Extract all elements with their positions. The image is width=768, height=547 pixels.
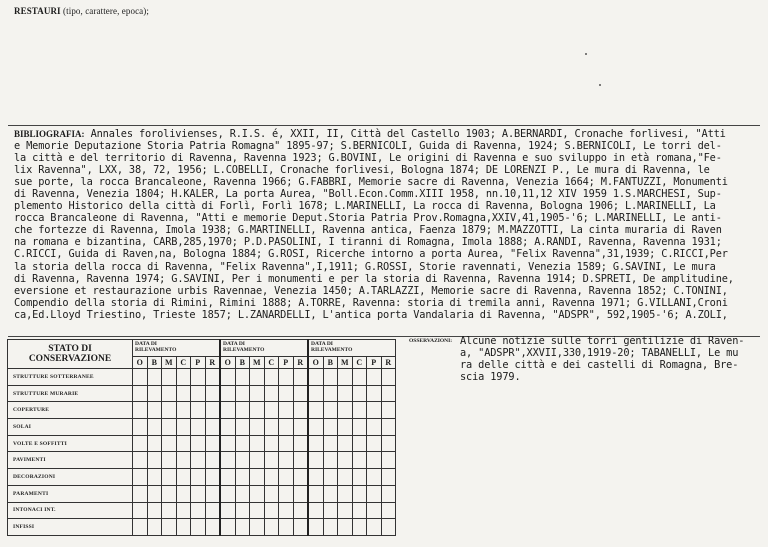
rating-cell[interactable] [352, 469, 367, 486]
rating-cell[interactable] [323, 402, 338, 419]
section-divider [8, 125, 760, 126]
rating-cell[interactable] [323, 485, 338, 502]
rating-cell[interactable] [133, 435, 148, 452]
rating-cell[interactable] [338, 485, 353, 502]
rating-cell[interactable] [220, 402, 235, 419]
rating-cell[interactable] [338, 419, 353, 436]
rating-cell[interactable] [205, 369, 220, 386]
table-row [8, 469, 396, 486]
rating-cell[interactable] [381, 502, 396, 519]
rating-cell[interactable] [205, 452, 220, 469]
rating-cell[interactable] [381, 402, 396, 419]
rating-cell[interactable] [381, 519, 396, 536]
column-header-c: C [176, 357, 191, 369]
table-row [8, 385, 396, 402]
bibliography-line: na romana e bizantina, CARB,285,1970; P.D.PASOLINI, I tiranni di Romagna, Imola 1888; A.RANDI, Ravenna, Ravenna 1931; [14, 236, 722, 249]
rating-cell[interactable] [162, 435, 177, 452]
rating-cell[interactable] [147, 469, 162, 486]
bibliography-line: lix Ravenna", LXX, 38, 72, 1956; L.COBELLI, Cronache forlivesi, Bologna 1874; DE LORENZI P., Le mura di Ravenna, le [14, 164, 710, 177]
rating-cell[interactable] [367, 419, 382, 436]
rating-cell[interactable] [191, 452, 206, 469]
rating-cell[interactable] [323, 369, 338, 386]
rating-cell[interactable] [279, 402, 294, 419]
rating-cell[interactable] [250, 369, 265, 386]
rating-cell[interactable] [367, 519, 382, 536]
table-row [8, 419, 396, 436]
rating-cell[interactable] [250, 519, 265, 536]
rating-cell[interactable] [264, 435, 279, 452]
column-header-p: P [279, 357, 294, 369]
rating-cell[interactable] [308, 469, 323, 486]
rating-cell[interactable] [308, 502, 323, 519]
row-label: INTONACI INT. [8, 502, 133, 519]
rating-cell[interactable] [338, 519, 353, 536]
rating-cell[interactable] [264, 402, 279, 419]
rating-cell[interactable] [279, 435, 294, 452]
rating-cell[interactable] [338, 435, 353, 452]
rating-cell[interactable] [220, 519, 235, 536]
rating-cell[interactable] [133, 519, 148, 536]
date-header: DATA DI RILEVAMENTO [133, 340, 221, 357]
rating-cell[interactable] [338, 369, 353, 386]
rating-cell[interactable] [338, 385, 353, 402]
rating-cell[interactable] [293, 435, 308, 452]
rating-cell[interactable] [250, 452, 265, 469]
rating-cell[interactable] [279, 419, 294, 436]
rating-cell[interactable] [191, 369, 206, 386]
rating-cell[interactable] [279, 469, 294, 486]
rating-cell[interactable] [235, 385, 250, 402]
rating-cell[interactable] [235, 435, 250, 452]
rating-cell[interactable] [176, 385, 191, 402]
bibliography-line: rocca Brancaleone di Ravenna, "Atti e memorie Deput.Storia Patria Prov.Romagna,XXIV,41,1905-'6; L.MARINELLI, Le anti- [14, 212, 722, 225]
column-header-r: R [381, 357, 396, 369]
rating-cell[interactable] [293, 402, 308, 419]
rating-cell[interactable] [147, 502, 162, 519]
rating-cell[interactable] [308, 419, 323, 436]
conservation-body [8, 369, 396, 536]
bibliography-line: la storia della rocca di Ravenna, "Felix Ravenna",I,1911; G.ROSSI, Storie ravennati, Venezia 1589; G.SAVINI, Le mura [14, 260, 716, 273]
rating-cell[interactable] [147, 419, 162, 436]
row-label: SOLAI [8, 419, 133, 436]
rating-cell[interactable] [162, 452, 177, 469]
rating-cell[interactable] [147, 369, 162, 386]
bibliography-line: ca,Ed.Lloyd Triestino, Trieste 1857; L.ZANARDELLI, L'antica porta Vandalaria di Ravenna, "ADSPR", 592,1905-'6; A.ZOLI, [14, 308, 728, 321]
osservazioni-text: Alcune notizie sulle torri gentilizie di Raven- a, "ADSPR",XXVII,330,1919-20; TABANELLI, Le mu ra delle città e dei castelli di Romagna, Bre- scia 1979. [460, 335, 745, 384]
rating-cell[interactable] [235, 485, 250, 502]
rating-cell[interactable] [323, 419, 338, 436]
bibliography-line: plemento Historico della città di Forlì, Forlì 1678; L.MARINELLI, La rocca di Ravenna, Bologna 1906; L.MARINELLI, La [14, 200, 716, 213]
rating-cell[interactable] [367, 485, 382, 502]
rating-cell[interactable] [205, 469, 220, 486]
rating-cell[interactable] [352, 419, 367, 436]
rating-cell[interactable] [191, 402, 206, 419]
rating-cell[interactable] [308, 485, 323, 502]
bibliography-line: di Ravenna, Ravenna 1974; G.SAVINI, Per i monumenti e per la storia di Ravenna, Ravenna 1914; D.SPRETI, De amplitudine, [14, 272, 734, 285]
rating-cell[interactable] [133, 419, 148, 436]
rating-cell[interactable] [323, 452, 338, 469]
rating-cell[interactable] [323, 519, 338, 536]
rating-cell[interactable] [381, 385, 396, 402]
restauri-hint: (tipo, carattere, epoca); [63, 6, 149, 16]
table-row [8, 485, 396, 502]
rating-cell[interactable] [176, 469, 191, 486]
rating-cell[interactable] [205, 485, 220, 502]
restauri-label: RESTAURI [14, 6, 61, 16]
rating-cell[interactable] [352, 452, 367, 469]
row-label: COPERTURE [8, 402, 133, 419]
rating-cell[interactable] [250, 435, 265, 452]
rating-cell[interactable] [308, 369, 323, 386]
rating-cell[interactable] [338, 452, 353, 469]
column-header-r: R [205, 357, 220, 369]
rating-cell[interactable] [308, 452, 323, 469]
rating-cell[interactable] [293, 502, 308, 519]
rating-cell[interactable] [338, 502, 353, 519]
rating-cell[interactable] [235, 469, 250, 486]
rating-cell[interactable] [264, 369, 279, 386]
rating-cell[interactable] [235, 369, 250, 386]
rating-cell[interactable] [191, 435, 206, 452]
rating-cell[interactable] [367, 435, 382, 452]
rating-cell[interactable] [293, 419, 308, 436]
rating-cell[interactable] [162, 369, 177, 386]
rating-cell[interactable] [147, 385, 162, 402]
rating-cell[interactable] [191, 485, 206, 502]
rating-cell[interactable] [147, 435, 162, 452]
rating-cell[interactable] [352, 402, 367, 419]
bibliography-line: Annales forolivienses, R.I.S. é, XXII, II, Città del Castello 1903; A.BERNARDI, Cronache forlivesi, "Atti [84, 128, 726, 140]
rating-cell[interactable] [264, 519, 279, 536]
date-header: DATA DI RILEVAMENTO [220, 340, 308, 357]
rating-cell[interactable] [205, 402, 220, 419]
rating-cell[interactable] [264, 419, 279, 436]
column-header-p: P [367, 357, 382, 369]
rating-cell[interactable] [293, 469, 308, 486]
rating-cell[interactable] [176, 519, 191, 536]
rating-cell[interactable] [381, 419, 396, 436]
column-header-m: M [162, 357, 177, 369]
rating-cell[interactable] [381, 452, 396, 469]
column-header-b: B [147, 357, 162, 369]
rating-cell[interactable] [323, 435, 338, 452]
rating-cell[interactable] [191, 469, 206, 486]
rating-cell[interactable] [235, 519, 250, 536]
column-header-m: M [250, 357, 265, 369]
rating-cell[interactable] [176, 435, 191, 452]
rating-cell[interactable] [352, 385, 367, 402]
rating-cell[interactable] [220, 419, 235, 436]
table-row [8, 452, 396, 469]
rating-cell[interactable] [220, 485, 235, 502]
rating-cell[interactable] [235, 402, 250, 419]
rating-cell[interactable] [250, 469, 265, 486]
rating-cell[interactable] [279, 485, 294, 502]
rating-cell[interactable] [352, 369, 367, 386]
column-header-b: B [323, 357, 338, 369]
column-header-c: C [352, 357, 367, 369]
rating-cell[interactable] [279, 502, 294, 519]
rating-cell[interactable] [147, 519, 162, 536]
rating-cell[interactable] [367, 469, 382, 486]
rating-cell[interactable] [308, 435, 323, 452]
rating-cell[interactable] [133, 502, 148, 519]
rating-cell[interactable] [176, 485, 191, 502]
rating-cell[interactable] [147, 402, 162, 419]
bibliography-line: C.RICCI, Guida di Raven,na, Bologna 1884; G.ROSI, Ricerche intorno a porta Aurea, "Felix Ravenna",31,1939; C.RICCI,Per [14, 248, 728, 261]
row-label: DECORAZIONI [8, 469, 133, 486]
rating-cell[interactable] [352, 519, 367, 536]
column-header-c: C [264, 357, 279, 369]
rating-cell[interactable] [250, 485, 265, 502]
rating-cell[interactable] [176, 402, 191, 419]
rating-cell[interactable] [293, 385, 308, 402]
rating-cell[interactable] [323, 502, 338, 519]
conservation-table [7, 339, 396, 536]
rating-cell[interactable] [133, 469, 148, 486]
rating-cell[interactable] [162, 469, 177, 486]
rating-cell[interactable] [367, 452, 382, 469]
rating-cell[interactable] [220, 435, 235, 452]
rating-cell[interactable] [205, 502, 220, 519]
rating-cell[interactable] [176, 419, 191, 436]
bibliography-line: sue porte, la rocca Brancaleone, Ravenna 1966; G.FABBRI, Memorie sacre di Ravenna, Venezia 1664; M.FANTUZZI, Monumenti [14, 176, 728, 189]
column-header-r: R [293, 357, 308, 369]
rating-cell[interactable] [293, 369, 308, 386]
rating-cell[interactable] [162, 385, 177, 402]
date-header: DATA DI RILEVAMENTO [308, 340, 396, 357]
rating-cell[interactable] [338, 469, 353, 486]
rating-cell[interactable] [176, 452, 191, 469]
rating-cell[interactable] [133, 485, 148, 502]
rating-cell[interactable] [323, 385, 338, 402]
column-header-m: M [338, 357, 353, 369]
bibliography-line: la città e del territorio di Ravenna, Ravenna 1923; G.BOVINI, Le origini di Ravenna e suo sviluppo in età romana,"Fe- [14, 152, 722, 165]
rating-cell[interactable] [308, 519, 323, 536]
rating-cell[interactable] [381, 469, 396, 486]
row-label: STRUTTURE SOTTERRANEE [8, 369, 133, 386]
rating-cell[interactable] [205, 385, 220, 402]
rating-cell[interactable] [293, 519, 308, 536]
rating-cell[interactable] [162, 419, 177, 436]
rating-cell[interactable] [133, 452, 148, 469]
rating-cell[interactable] [264, 485, 279, 502]
rating-cell[interactable] [308, 385, 323, 402]
rating-cell[interactable] [352, 485, 367, 502]
column-header-b: B [235, 357, 250, 369]
row-label: PAVIMENTI [8, 452, 133, 469]
bibliography-label: BIBLIOGRAFIA: [14, 129, 85, 139]
rating-cell[interactable] [279, 369, 294, 386]
rating-cell[interactable] [205, 519, 220, 536]
speck-mark [585, 53, 587, 55]
column-header-o: O [133, 357, 148, 369]
rating-cell[interactable] [367, 369, 382, 386]
rating-cell[interactable] [235, 419, 250, 436]
table-row [8, 402, 396, 419]
table-row [8, 519, 396, 536]
rating-cell[interactable] [250, 502, 265, 519]
row-label: INFISSI [8, 519, 133, 536]
rating-cell[interactable] [308, 402, 323, 419]
bibliography-line: di Ravenna, Venezia 1804; H.KALER, La porta Aurea, "Boll.Econ.Comm.XIII 1958, nn.10,11,12 XIV 1959 1.S.MARCHESI, Sup- [14, 188, 722, 201]
rating-cell[interactable] [381, 435, 396, 452]
rating-cell[interactable] [133, 402, 148, 419]
rating-cell[interactable] [147, 452, 162, 469]
speck-mark [599, 84, 601, 86]
bibliography-line: eversione et restaurazione urbis Ravennae, Venezia 1450; A.TARLAZZI, Memorie sacre di Ravenna, Ravenna 1852; C.TONINI, [14, 284, 728, 297]
rating-cell[interactable] [323, 469, 338, 486]
rating-cell[interactable] [293, 485, 308, 502]
rating-cell[interactable] [205, 419, 220, 436]
column-header-o: O [308, 357, 323, 369]
table-row [8, 502, 396, 519]
rating-cell[interactable] [191, 419, 206, 436]
row-label: VOLTE E SOFFITTI [8, 435, 133, 452]
rating-cell[interactable] [162, 502, 177, 519]
rating-cell[interactable] [220, 452, 235, 469]
bibliography-line: Compendio della storia di Rimini, Rimini 1888; A.TORRE, Ravenna: storia di tremila anni, Ravenna 1971; G.VILLANI,Croni [14, 296, 728, 309]
column-header-o: O [220, 357, 235, 369]
bibliography-lines [14, 140, 734, 321]
rating-cell[interactable] [250, 402, 265, 419]
rating-cell[interactable] [367, 385, 382, 402]
table-row [8, 435, 396, 452]
rating-cell[interactable] [191, 519, 206, 536]
rating-cell[interactable] [235, 502, 250, 519]
rating-cell[interactable] [250, 419, 265, 436]
rating-cell[interactable] [162, 485, 177, 502]
rating-cell[interactable] [367, 502, 382, 519]
bibliography-line: che fortezze di Ravenna, Imola 1938; G.MARTINELLI, Ravenna antica, Faenza 1879; M.MAZZOTTI, La cinta muraria di Raven [14, 224, 722, 237]
rating-cell[interactable] [264, 385, 279, 402]
rating-cell[interactable] [191, 502, 206, 519]
rating-cell[interactable] [235, 452, 250, 469]
restauri-heading [14, 6, 149, 16]
rating-cell[interactable] [220, 502, 235, 519]
rating-cell[interactable] [293, 452, 308, 469]
rating-cell[interactable] [264, 469, 279, 486]
table-row [8, 369, 396, 386]
rating-cell[interactable] [220, 469, 235, 486]
rating-cell[interactable] [147, 485, 162, 502]
rating-cell[interactable] [162, 519, 177, 536]
rating-cell[interactable] [367, 402, 382, 419]
column-header-p: P [191, 357, 206, 369]
rating-cell[interactable] [220, 385, 235, 402]
rating-cell[interactable] [338, 402, 353, 419]
row-label: PARAMENTI [8, 485, 133, 502]
rating-cell[interactable] [279, 452, 294, 469]
rating-cell[interactable] [264, 502, 279, 519]
rating-cell[interactable] [250, 385, 265, 402]
rating-cell[interactable] [133, 385, 148, 402]
bibliography-block [14, 128, 754, 321]
rating-cell[interactable] [176, 502, 191, 519]
rating-cell[interactable] [205, 435, 220, 452]
bibliography-line: e Memorie Deputazione Storia Patria Romagna" 1895-97; S.BERNICOLI, Guida di Ravenna, 1924; S.BERNICOLI, Le torri del- [14, 140, 722, 153]
rating-cell[interactable] [176, 369, 191, 386]
rating-cell[interactable] [279, 385, 294, 402]
row-label: STRUTTURE MURARIE [8, 385, 133, 402]
rating-cell[interactable] [279, 519, 294, 536]
rating-cell[interactable] [220, 369, 235, 386]
rating-cell[interactable] [352, 435, 367, 452]
rating-cell[interactable] [264, 452, 279, 469]
osservazioni-label: OSSERVAZIONI: [409, 338, 453, 344]
rating-cell[interactable] [381, 485, 396, 502]
rating-cell[interactable] [381, 369, 396, 386]
conservation-title: STATO DI CONSERVAZIONE [8, 340, 133, 369]
rating-cell[interactable] [162, 402, 177, 419]
rating-cell[interactable] [133, 369, 148, 386]
rating-cell[interactable] [352, 502, 367, 519]
rating-cell[interactable] [191, 385, 206, 402]
